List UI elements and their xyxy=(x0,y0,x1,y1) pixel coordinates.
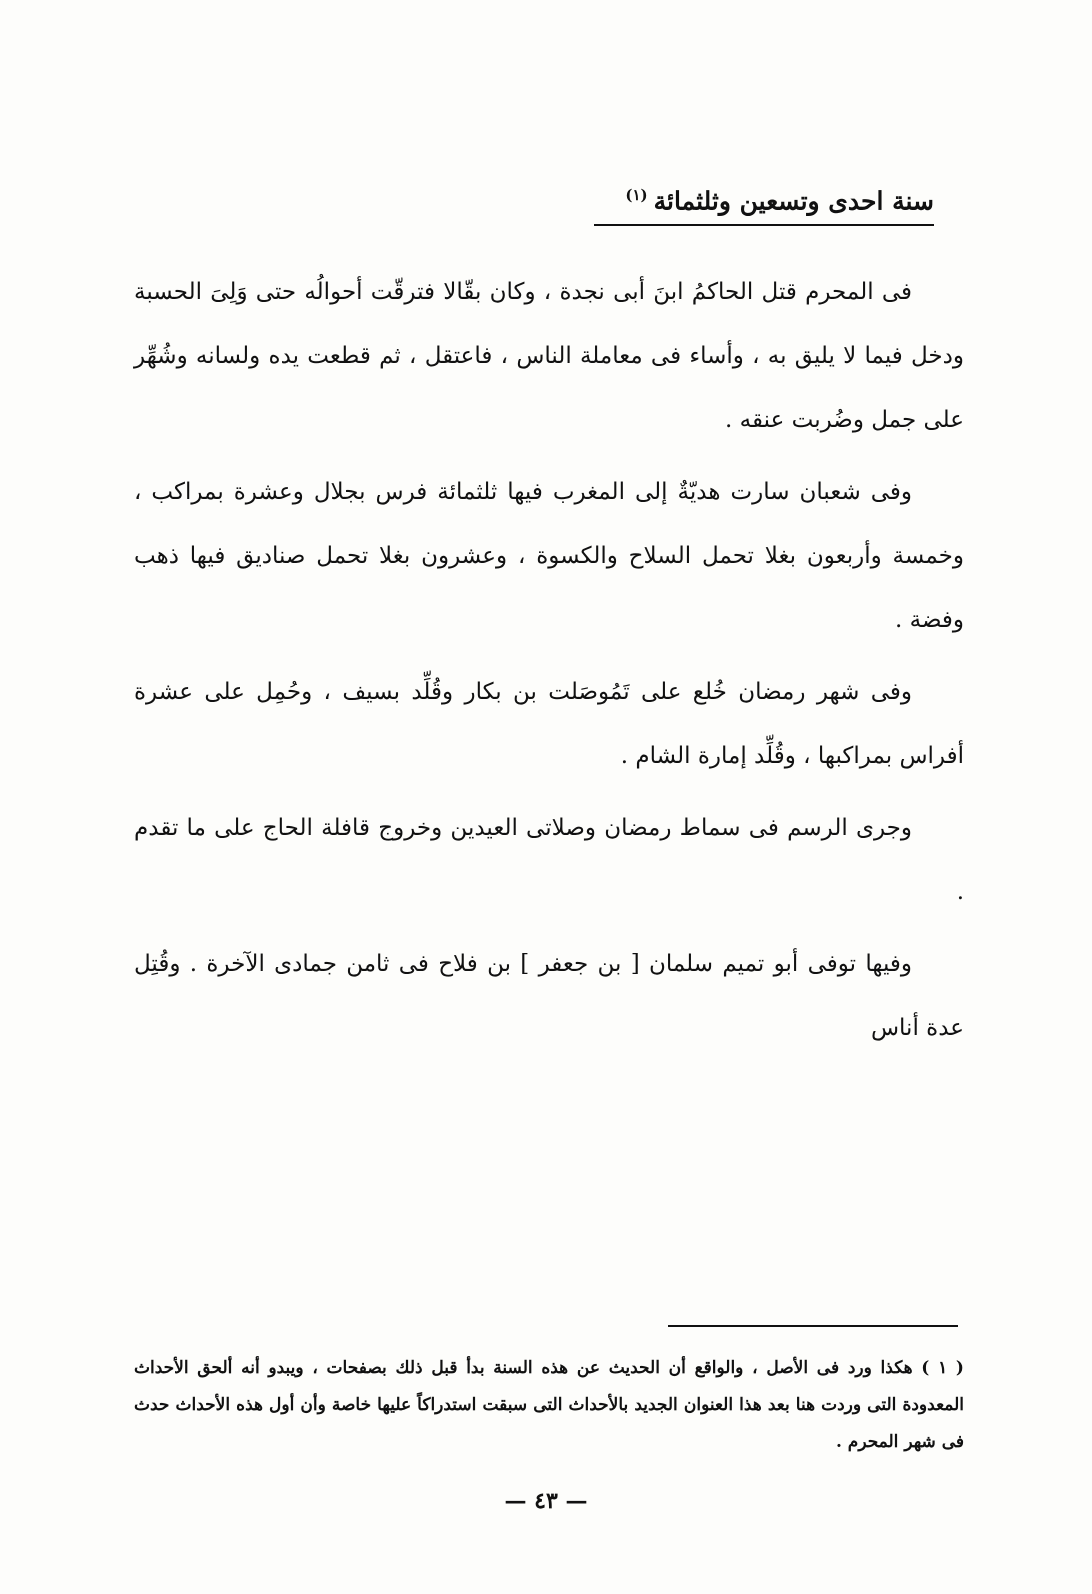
paragraph-5: وفيها توفى أبو تميم سلمان [ بن جعفر ] بن فلاح فى ثامن جمادى الآخرة . وقُتِل عدة أناس xyxy=(134,951,964,1041)
body-text xyxy=(134,260,964,1068)
heading-footnote-ref: (١) xyxy=(625,186,648,204)
paragraph-3: وفى شهر رمضان خُلع على تَمُوصَلت بن بكار وقُلِّد بسيف ، وحُمِل على عشرة أفراس بمراكبها ، وقُلِّد إمارة الشام . xyxy=(134,679,964,769)
heading-underline xyxy=(594,224,934,226)
paragraph-2: وفى شعبان سارت هديّةٌ إلى المغرب فيها ثلثمائة فرس بجلال وعشرة بمراكب ، وخمسة وأربعون بغلا تحمل السلاح والكسوة ، وعشرون بغلا تحمل صناديق فيها ذهب وفضة . xyxy=(134,479,964,633)
paragraph-4: وجرى الرسم فى سماط رمضان وصلاتى العيدين وخروج قافلة الحاج على ما تقدم . xyxy=(134,815,964,905)
footnote: ( ١ ) هكذا ورد فى الأصل ، والواقع أن الحديث عن هذه السنة بدأ قبل ذلك بصفحات ، ويبدو أنه ألحق الأحداث المعدودة التى وردت هنا بعد هذا العنوان الجديد بالأحداث التى سبقت استدراكاً عليها خاصة وأن أول هذه الأحداث حدث فى شهر المحرم . xyxy=(134,1358,964,1452)
paragraph-1: فى المحرم قتل الحاكمُ ابنَ أبى نجدة ، وكان بقّالا فترقّت أحوالُه حتى وَلِىَ الحسبة ودخل فيما لا يليق به ، وأساء فى معاملة الناس ، فاعتقل ، ثم قطعت يده ولسانه وشُهِّر على جمل وضُربت عنقه . xyxy=(134,279,964,433)
footnote-separator xyxy=(668,1325,958,1327)
page-number: — ٤٣ — xyxy=(504,1488,588,1514)
heading-line xyxy=(625,178,934,218)
section-heading xyxy=(594,178,934,226)
heading-title: سنة احدى وتسعين وثلثمائة xyxy=(653,186,934,216)
